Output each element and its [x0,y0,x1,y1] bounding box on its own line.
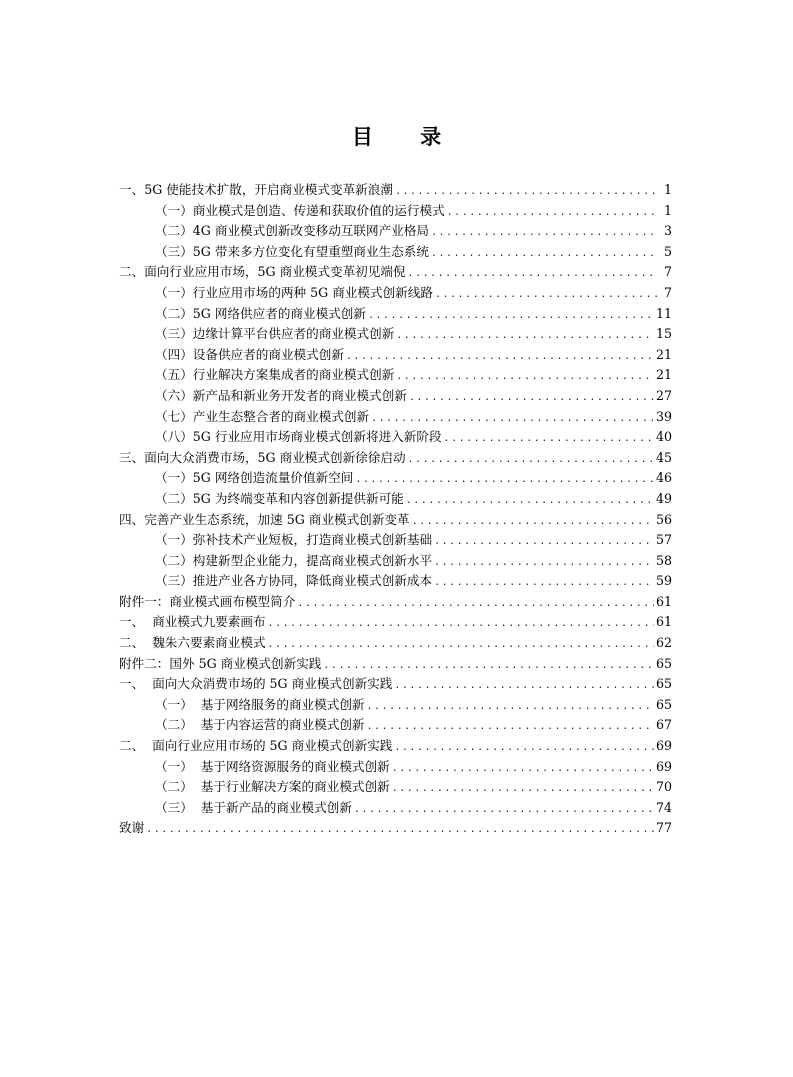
toc-page-number: 57 [655,532,672,548]
toc-leader-dots [354,800,654,821]
toc-entry-title: 附件一：商业模式画布模型简介 [119,593,296,609]
toc-leader-dots [447,203,658,224]
toc-leader-dots [355,470,654,491]
toc-entry-title: （一）弥补技术产业短板，打造商业模式创新基础 [155,532,433,548]
toc-entry[interactable] [119,407,672,428]
toc-entry-title: 一、 面向大众消费市场的 5G 商业模式创新实践 [119,676,393,692]
toc-leader-dots [396,326,654,347]
toc-page-number: 77 [655,820,672,836]
toc-entry-title: 二、 面向行业应用市场的 5G 商业模式创新实践 [119,738,393,754]
toc-entry-title: （六）新产品和新业务开发者的商业模式创新 [155,387,407,403]
toc-entry-title: （七）产业生态整合者的商业模式创新 [155,408,370,424]
toc-entry-title: （三）5G 带来多方位变化有望重塑商业生态系统 [155,243,429,259]
toc-page-number: 62 [655,635,672,651]
toc-entry-title: 附件二：国外 5G 商业模式创新实践 [119,655,322,671]
toc-entry-title: （二）5G 网络供应者的商业模式创新 [155,305,366,321]
toc-entry[interactable] [119,324,672,345]
toc-leader-dots [431,223,658,244]
toc-leader-dots [392,779,654,800]
toc-page-number: 65 [655,696,672,712]
toc-entry[interactable] [119,386,672,407]
toc-entry-title: （二）构建新型企业能力，提高商业模式创新水平 [155,552,433,568]
toc-leader-dots [368,306,654,327]
toc-entry-title: （三）边缘计算平台供应者的商业模式创新 [155,326,395,342]
toc-leader-dots [395,182,658,203]
toc-entry[interactable] [119,695,672,716]
toc-leader-dots [435,285,658,306]
toc-page-number: 70 [655,779,672,795]
toc-entry-title: （一）行业应用市场的两种 5G 商业模式创新线路 [155,284,433,300]
toc-page-number: 21 [655,346,672,362]
toc-entry[interactable] [119,654,672,675]
toc-entry[interactable] [119,221,672,242]
toc-leader-dots [412,512,654,533]
toc-page-number: 40 [655,429,672,445]
toc-entry[interactable] [119,674,672,695]
toc-leader-dots [367,697,654,718]
toc-entry-title: 一、5G 使能技术扩散，开启商业模式变革新浪潮 [119,182,393,197]
toc-entry[interactable] [119,798,672,819]
toc-entry-title: 四、完善产业生态系统，加速 5G 商业模式创新变革 [119,511,410,527]
toc-entry-title: （一） 基于网络服务的商业模式创新 [155,696,365,712]
toc-entry[interactable] [119,715,672,736]
toc-entry[interactable] [119,180,672,201]
toc-entry[interactable] [119,262,672,283]
toc-leader-dots [409,388,654,409]
toc-page-number: 65 [655,676,672,692]
toc-leader-dots [431,244,658,265]
toc-entry[interactable] [119,592,672,613]
toc-entry-title: （一） 基于网络资源服务的商业模式创新 [155,758,390,774]
toc-entry[interactable] [119,551,672,572]
toc-page-number: 7 [663,284,672,300]
toc-page-number: 3 [663,223,672,239]
toc-entry-title: 一、 商业模式九要素画布 [119,614,266,630]
toc-leader-dots [367,717,654,738]
toc-entry[interactable] [119,304,672,325]
toc-leader-dots [323,656,654,677]
toc-leader-dots [434,573,654,594]
toc-page-number: 69 [655,738,672,754]
toc-entry[interactable] [119,283,672,304]
toc-page-number: 1 [663,182,672,197]
toc-entry-title: 二、 魏朱六要素商业模式 [119,635,266,651]
toc-entry[interactable] [119,345,672,366]
toc-entry-title: （三） 基于新产品的商业模式创新 [155,799,352,815]
toc-page-number: 67 [655,717,672,733]
toc-entry[interactable] [119,242,672,263]
toc-page-number: 58 [655,552,672,568]
toc-entry-title: 三、面向大众消费市场，5G 商业模式创新徐徐启动 [119,449,406,465]
toc-entry[interactable] [119,365,672,386]
toc-entry-title: （四）设备供应者的商业模式创新 [155,346,344,362]
page-title: 目 录 [351,124,462,149]
toc-page-number: 27 [655,387,672,403]
toc-page-number: 61 [655,593,672,609]
toc-entry[interactable] [119,571,672,592]
toc-entry-title: 致谢 [119,820,145,836]
toc-page-number: 21 [655,367,672,383]
toc-leader-dots [434,532,654,553]
toc-entry-title: （八）5G 行业应用市场商业模式创新将进入新阶段 [155,429,442,445]
toc-entry[interactable] [119,489,672,510]
toc-entry-title: （二）4G 商业模式创新改变移动互联网产业格局 [155,223,429,239]
toc-entry[interactable] [119,757,672,778]
toc-leader-dots [434,553,654,574]
toc-page-number: 59 [655,573,672,589]
toc-page-number: 45 [655,449,672,465]
toc-page-number: 56 [655,511,672,527]
toc-entry[interactable] [119,530,672,551]
toc-page-number: 61 [655,614,672,630]
toc-entry[interactable] [119,448,672,469]
toc-entry[interactable] [119,201,672,222]
toc-entry-title: 二、面向行业应用市场，5G 商业模式变革初见端倪 [119,264,406,280]
toc-page-number: 39 [655,408,672,424]
toc-entry[interactable] [119,736,672,757]
toc-leader-dots [268,635,654,656]
table-of-contents [119,180,672,839]
toc-entry[interactable] [119,818,672,839]
toc-page-number: 5 [663,243,672,259]
toc-leader-dots [297,594,654,615]
toc-leader-dots [392,759,654,780]
toc-page-number: 11 [655,305,672,321]
toc-leader-dots [394,676,654,697]
toc-page-number: 49 [655,490,672,506]
toc-entry[interactable] [119,510,672,531]
toc-leader-dots [408,450,654,471]
toc-entry-title: （二） 基于行业解决方案的商业模式创新 [155,779,390,795]
toc-page-number: 74 [655,799,672,815]
toc-entry-title: （一）5G 网络创造流量价值新空间 [155,470,354,486]
toc-entry-title: （二）5G 为终端变革和内容创新提供新可能 [155,490,404,506]
toc-leader-dots [408,264,658,285]
toc-entry-title: （二） 基于内容运营的商业模式创新 [155,717,365,733]
toc-leader-dots [396,367,654,388]
toc-leader-dots [346,347,654,368]
toc-page-number: 46 [655,470,672,486]
toc-entry[interactable] [119,468,672,489]
toc-leader-dots [394,738,654,759]
toc-entry[interactable] [119,612,672,633]
toc-entry-title: （五）行业解决方案集成者的商业模式创新 [155,367,395,383]
toc-page-number: 15 [655,326,672,342]
toc-entry-title: （一）商业模式是创造、传递和获取价值的运行模式 [155,202,445,218]
toc-leader-dots [371,409,654,430]
toc-page-number: 69 [655,758,672,774]
toc-entry[interactable] [119,633,672,654]
toc-page-number: 7 [663,264,672,280]
toc-leader-dots [444,429,654,450]
toc-entry[interactable] [119,777,672,798]
toc-page-number: 1 [663,202,672,218]
toc-entry[interactable] [119,427,672,448]
toc-leader-dots [146,820,654,841]
toc-leader-dots [406,491,654,512]
toc-leader-dots [268,614,654,635]
toc-entry-title: （三）推进产业各方协同，降低商业模式创新成本 [155,573,433,589]
toc-page-number: 65 [655,655,672,671]
